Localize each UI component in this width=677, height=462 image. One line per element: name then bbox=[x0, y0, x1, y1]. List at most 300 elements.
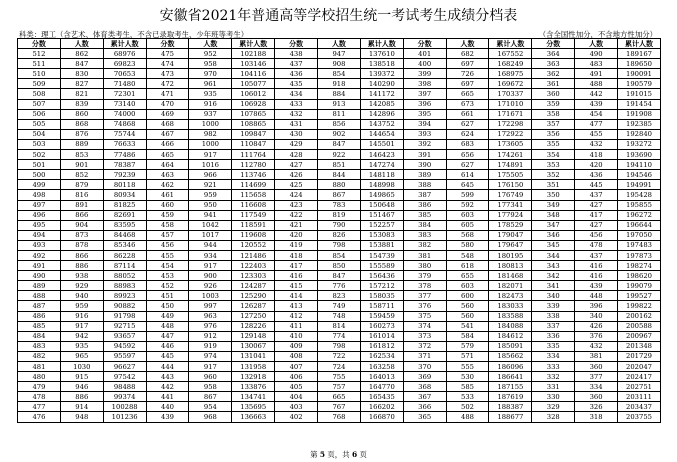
table-cell: 917 bbox=[189, 261, 232, 271]
table-cell: 437 bbox=[575, 190, 618, 200]
table-row bbox=[18, 79, 661, 89]
table-cell: 328 bbox=[532, 412, 575, 422]
table-cell: 376 bbox=[575, 331, 618, 341]
table-cell: 389 bbox=[403, 170, 446, 180]
table-cell: 176749 bbox=[489, 190, 532, 200]
page-title: 安徽省2021年普通高等学校招生统一考试考生成绩分档表 bbox=[159, 8, 518, 24]
table-cell: 941 bbox=[189, 210, 232, 220]
table-cell: 917 bbox=[189, 150, 232, 160]
table-cell: 402 bbox=[275, 412, 318, 422]
table-cell: 488 bbox=[446, 412, 489, 422]
table-cell: 333 bbox=[532, 362, 575, 372]
table-cell: 471 bbox=[146, 89, 189, 99]
table-cell: 169672 bbox=[489, 79, 532, 89]
table-cell: 886 bbox=[60, 261, 103, 271]
table-cell: 433 bbox=[275, 99, 318, 109]
table-cell: 381 bbox=[403, 250, 446, 260]
table-cell: 390 bbox=[403, 160, 446, 170]
table-cell: 627 bbox=[446, 119, 489, 129]
column-header: 分数 bbox=[18, 39, 61, 49]
table-cell: 460 bbox=[146, 200, 189, 210]
table-cell: 783 bbox=[318, 200, 361, 210]
table-cell: 396 bbox=[403, 99, 446, 109]
table-cell: 143752 bbox=[360, 119, 403, 129]
table-cell: 387 bbox=[403, 190, 446, 200]
table-cell: 130067 bbox=[232, 341, 275, 351]
table-cell: 501 bbox=[18, 160, 61, 170]
table-cell: 80934 bbox=[103, 190, 146, 200]
column-header: 分数 bbox=[532, 39, 575, 49]
table-cell: 420 bbox=[575, 160, 618, 170]
table-cell: 133876 bbox=[232, 382, 275, 392]
table-cell: 959 bbox=[189, 190, 232, 200]
table-cell: 146423 bbox=[360, 150, 403, 160]
table-cell: 110847 bbox=[232, 139, 275, 149]
table-cell: 371 bbox=[403, 351, 446, 361]
table-cell: 136663 bbox=[232, 412, 275, 422]
table-cell: 360 bbox=[575, 392, 618, 402]
table-cell: 386 bbox=[403, 200, 446, 210]
table-cell: 202047 bbox=[618, 362, 661, 372]
table-cell: 161014 bbox=[360, 331, 403, 341]
table-cell: 362 bbox=[532, 69, 575, 79]
table-cell: 819 bbox=[318, 210, 361, 220]
table-cell: 748 bbox=[318, 311, 361, 321]
table-cell: 399 bbox=[403, 69, 446, 79]
table-cell: 161812 bbox=[360, 341, 403, 351]
table-cell: 798 bbox=[318, 240, 361, 250]
table-cell: 377 bbox=[403, 291, 446, 301]
table-cell: 203437 bbox=[618, 402, 661, 412]
table-cell: 490 bbox=[18, 271, 61, 281]
table-cell: 442 bbox=[146, 382, 189, 392]
table-cell: 403 bbox=[275, 402, 318, 412]
table-cell: 873 bbox=[60, 230, 103, 240]
table-cell: 439 bbox=[146, 412, 189, 422]
table-cell: 186096 bbox=[489, 362, 532, 372]
table-cell: 425 bbox=[275, 180, 318, 190]
table-cell: 451 bbox=[146, 291, 189, 301]
table-cell: 878 bbox=[60, 240, 103, 250]
table-cell: 115658 bbox=[232, 190, 275, 200]
table-cell: 171671 bbox=[489, 109, 532, 119]
table-cell: 200588 bbox=[618, 321, 661, 331]
table-cell: 326 bbox=[575, 402, 618, 412]
table-cell: 142896 bbox=[360, 109, 403, 119]
table-cell: 958 bbox=[189, 59, 232, 69]
table-cell: 378 bbox=[403, 281, 446, 291]
table-cell: 816 bbox=[60, 190, 103, 200]
table-cell: 533 bbox=[446, 392, 489, 402]
table-cell: 176150 bbox=[489, 180, 532, 190]
table-cell: 886 bbox=[60, 392, 103, 402]
table-cell: 603 bbox=[446, 210, 489, 220]
table-cell: 81825 bbox=[103, 200, 146, 210]
table-cell: 410 bbox=[275, 331, 318, 341]
table-cell: 346 bbox=[532, 230, 575, 240]
table-cell: 187619 bbox=[489, 392, 532, 402]
table-cell: 151467 bbox=[360, 210, 403, 220]
table-cell: 129148 bbox=[232, 331, 275, 341]
table-cell: 879 bbox=[60, 180, 103, 190]
table-cell: 165435 bbox=[360, 392, 403, 402]
table-cell: 448 bbox=[146, 321, 189, 331]
table-cell: 541 bbox=[446, 321, 489, 331]
table-cell: 555 bbox=[446, 362, 489, 372]
table-cell: 963 bbox=[189, 311, 232, 321]
table-cell: 454 bbox=[146, 261, 189, 271]
table-cell: 483 bbox=[575, 59, 618, 69]
table-cell: 412 bbox=[275, 311, 318, 321]
table-cell: 935 bbox=[60, 341, 103, 351]
table-cell: 187155 bbox=[489, 382, 532, 392]
table-cell: 441 bbox=[146, 392, 189, 402]
table-cell: 372 bbox=[403, 341, 446, 351]
table-cell: 197483 bbox=[618, 240, 661, 250]
table-cell: 141172 bbox=[360, 89, 403, 99]
table-cell: 160273 bbox=[360, 321, 403, 331]
table-header bbox=[18, 39, 661, 49]
table-cell: 197050 bbox=[618, 230, 661, 240]
table-cell: 112780 bbox=[232, 160, 275, 170]
table-cell: 488 bbox=[18, 291, 61, 301]
table-cell: 468 bbox=[146, 119, 189, 129]
table-cell: 420 bbox=[275, 230, 318, 240]
table-cell: 350 bbox=[532, 190, 575, 200]
table-cell: 336 bbox=[532, 331, 575, 341]
table-cell: 656 bbox=[446, 150, 489, 160]
table-cell: 318 bbox=[575, 412, 618, 422]
table-cell: 106928 bbox=[232, 99, 275, 109]
table-row bbox=[18, 321, 661, 331]
column-header: 人数 bbox=[60, 39, 103, 49]
table-cell: 405 bbox=[275, 382, 318, 392]
table-cell: 116608 bbox=[232, 200, 275, 210]
table-cell: 77486 bbox=[103, 150, 146, 160]
table-cell: 194546 bbox=[618, 170, 661, 180]
table-cell: 126287 bbox=[232, 301, 275, 311]
table-cell: 118591 bbox=[232, 220, 275, 230]
table-cell: 1003 bbox=[189, 291, 232, 301]
table-cell: 959 bbox=[60, 301, 103, 311]
table-cell: 503 bbox=[18, 139, 61, 149]
table-cell: 380 bbox=[403, 261, 446, 271]
table-row bbox=[18, 69, 661, 79]
table-cell: 474 bbox=[146, 59, 189, 69]
table-cell: 198274 bbox=[618, 261, 661, 271]
table-cell: 95597 bbox=[103, 351, 146, 361]
column-header: 累计人数 bbox=[360, 39, 403, 49]
table-cell: 430 bbox=[275, 129, 318, 139]
table-cell: 571 bbox=[446, 351, 489, 361]
table-cell: 80118 bbox=[103, 180, 146, 190]
table-cell: 458 bbox=[146, 220, 189, 230]
table-cell: 478 bbox=[18, 392, 61, 402]
table-cell: 947 bbox=[318, 49, 361, 59]
table-cell: 172298 bbox=[489, 119, 532, 129]
table-cell: 916 bbox=[60, 311, 103, 321]
table-cell: 768 bbox=[318, 412, 361, 422]
table-cell: 847 bbox=[318, 139, 361, 149]
table-row bbox=[18, 170, 661, 180]
table-cell: 156436 bbox=[360, 271, 403, 281]
table-cell: 71480 bbox=[103, 79, 146, 89]
table-cell: 475 bbox=[146, 49, 189, 59]
table-cell: 466 bbox=[146, 139, 189, 149]
table-cell: 167552 bbox=[489, 49, 532, 59]
table-cell: 790 bbox=[318, 220, 361, 230]
table-cell: 485 bbox=[18, 321, 61, 331]
table-cell: 142085 bbox=[360, 99, 403, 109]
table-cell: 509 bbox=[18, 79, 61, 89]
table-cell: 417 bbox=[275, 261, 318, 271]
table-cell: 860 bbox=[60, 109, 103, 119]
table-cell: 901 bbox=[60, 160, 103, 170]
table-cell: 96627 bbox=[103, 362, 146, 372]
table-cell: 401 bbox=[403, 49, 446, 59]
table-cell: 917 bbox=[189, 362, 232, 372]
table-cell: 74868 bbox=[103, 119, 146, 129]
table-cell: 178529 bbox=[489, 220, 532, 230]
table-cell: 683 bbox=[446, 139, 489, 149]
table-cell: 149865 bbox=[360, 190, 403, 200]
table-cell: 431 bbox=[275, 119, 318, 129]
table-cell: 853 bbox=[60, 150, 103, 160]
score-distribution-table bbox=[17, 38, 661, 423]
table-cell: 917 bbox=[60, 321, 103, 331]
table-cell: 364 bbox=[532, 49, 575, 59]
table-cell: 464 bbox=[146, 160, 189, 170]
table-cell: 73140 bbox=[103, 99, 146, 109]
table-cell: 120552 bbox=[232, 240, 275, 250]
total-page-number: 6 bbox=[351, 450, 358, 459]
table-cell: 105077 bbox=[232, 79, 275, 89]
table-cell: 502 bbox=[18, 150, 61, 160]
table-cell: 127250 bbox=[232, 311, 275, 321]
table-cell: 201729 bbox=[618, 351, 661, 361]
table-cell: 132918 bbox=[232, 372, 275, 382]
table-row bbox=[18, 271, 661, 281]
table-cell: 148118 bbox=[360, 170, 403, 180]
table-cell: 935 bbox=[189, 89, 232, 99]
table-cell: 172922 bbox=[489, 129, 532, 139]
table-cell: 83595 bbox=[103, 220, 146, 230]
table-cell: 329 bbox=[532, 402, 575, 412]
table-cell: 490 bbox=[575, 49, 618, 59]
table-cell: 194110 bbox=[618, 160, 661, 170]
table-cell: 183033 bbox=[489, 301, 532, 311]
table-cell: 508 bbox=[18, 89, 61, 99]
table-cell: 455 bbox=[575, 129, 618, 139]
table-cell: 335 bbox=[532, 341, 575, 351]
table-cell: 618 bbox=[446, 261, 489, 271]
table-row bbox=[18, 372, 661, 382]
table-cell: 90882 bbox=[103, 301, 146, 311]
table-cell: 203755 bbox=[618, 412, 661, 422]
table-cell: 912 bbox=[189, 331, 232, 341]
table-cell: 491 bbox=[575, 69, 618, 79]
table-cell: 341 bbox=[532, 281, 575, 291]
table-cell: 377 bbox=[575, 372, 618, 382]
table-cell: 440 bbox=[146, 402, 189, 412]
table-cell: 185662 bbox=[489, 351, 532, 361]
table-cell: 175505 bbox=[489, 170, 532, 180]
table-cell: 876 bbox=[60, 129, 103, 139]
table-row bbox=[18, 311, 661, 321]
table-row bbox=[18, 281, 661, 291]
table-cell: 850 bbox=[318, 261, 361, 271]
category-note: 科类：理工（含艺术、体育类考生，不含已录取考生、少年班等考生） bbox=[19, 30, 249, 39]
table-cell: 393 bbox=[403, 129, 446, 139]
table-row bbox=[18, 382, 661, 392]
table-cell: 203111 bbox=[618, 392, 661, 402]
table-cell: 427 bbox=[275, 160, 318, 170]
table-cell: 128226 bbox=[232, 321, 275, 331]
table-cell: 442 bbox=[575, 89, 618, 99]
table-cell: 422 bbox=[275, 210, 318, 220]
table-cell: 682 bbox=[446, 49, 489, 59]
table-cell: 79239 bbox=[103, 170, 146, 180]
table-cell: 481 bbox=[18, 362, 61, 372]
table-cell: 88983 bbox=[103, 281, 146, 291]
table-cell: 427 bbox=[575, 200, 618, 210]
table-cell: 180195 bbox=[489, 250, 532, 260]
table-cell: 496 bbox=[18, 210, 61, 220]
table-cell: 166202 bbox=[360, 402, 403, 412]
table-cell: 182071 bbox=[489, 281, 532, 291]
table-cell: 844 bbox=[318, 170, 361, 180]
table-cell: 391 bbox=[403, 150, 446, 160]
table-cell: 950 bbox=[189, 200, 232, 210]
table-cell: 417 bbox=[575, 210, 618, 220]
table-cell: 614 bbox=[446, 170, 489, 180]
table-cell: 93657 bbox=[103, 331, 146, 341]
table-cell: 153083 bbox=[360, 230, 403, 240]
table-cell: 884 bbox=[318, 89, 361, 99]
table-cell: 124287 bbox=[232, 281, 275, 291]
table-cell: 104116 bbox=[232, 69, 275, 79]
table-cell: 98488 bbox=[103, 382, 146, 392]
footer-suffix: 页 bbox=[357, 450, 367, 459]
column-header: 累计人数 bbox=[232, 39, 275, 49]
table-cell: 384 bbox=[403, 220, 446, 230]
table-cell: 665 bbox=[318, 392, 361, 402]
table-cell: 139372 bbox=[360, 69, 403, 79]
table-cell: 137610 bbox=[360, 49, 403, 59]
table-cell: 435 bbox=[275, 79, 318, 89]
table-cell: 159459 bbox=[360, 311, 403, 321]
table-cell: 900 bbox=[189, 271, 232, 281]
table-cell: 370 bbox=[403, 362, 446, 372]
table-cell: 168249 bbox=[489, 59, 532, 69]
table-cell: 467 bbox=[146, 129, 189, 139]
table-row bbox=[18, 362, 661, 372]
table-cell: 92715 bbox=[103, 321, 146, 331]
table-cell: 154739 bbox=[360, 250, 403, 260]
column-header: 人数 bbox=[189, 39, 232, 49]
table-cell: 437 bbox=[275, 59, 318, 69]
table-row bbox=[18, 150, 661, 160]
table-cell: 868 bbox=[60, 119, 103, 129]
table-cell: 749 bbox=[318, 301, 361, 311]
table-cell: 416 bbox=[575, 271, 618, 281]
table-cell: 548 bbox=[446, 250, 489, 260]
table-cell: 119608 bbox=[232, 230, 275, 240]
table-cell: 510 bbox=[18, 69, 61, 79]
table-cell: 190579 bbox=[618, 79, 661, 89]
table-row bbox=[18, 261, 661, 271]
table-cell: 182473 bbox=[489, 291, 532, 301]
table-cell: 153881 bbox=[360, 240, 403, 250]
table-cell: 191908 bbox=[618, 109, 661, 119]
table-cell: 363 bbox=[532, 59, 575, 69]
table-cell: 361 bbox=[532, 79, 575, 89]
table-cell: 414 bbox=[275, 291, 318, 301]
table-cell: 144654 bbox=[360, 129, 403, 139]
table-cell: 724 bbox=[318, 362, 361, 372]
table-row bbox=[18, 59, 661, 69]
column-header: 累计人数 bbox=[618, 39, 661, 49]
column-header: 人数 bbox=[575, 39, 618, 49]
table-row bbox=[18, 119, 661, 129]
table-cell: 338 bbox=[532, 311, 575, 321]
table-cell: 367 bbox=[403, 392, 446, 402]
table-cell: 122403 bbox=[232, 261, 275, 271]
table-cell: 375 bbox=[403, 311, 446, 321]
table-cell: 157212 bbox=[360, 281, 403, 291]
table-cell: 579 bbox=[446, 341, 489, 351]
table-cell: 665 bbox=[446, 89, 489, 99]
column-header: 分数 bbox=[146, 39, 189, 49]
table-cell: 499 bbox=[18, 180, 61, 190]
table-cell: 131958 bbox=[232, 362, 275, 372]
table-cell: 502 bbox=[446, 402, 489, 412]
table-cell: 494 bbox=[18, 230, 61, 240]
table-cell: 814 bbox=[318, 321, 361, 331]
table-cell: 337 bbox=[532, 321, 575, 331]
table-cell: 585 bbox=[446, 382, 489, 392]
table-cell: 344 bbox=[532, 250, 575, 260]
table-cell: 331 bbox=[532, 382, 575, 392]
table-cell: 966 bbox=[189, 170, 232, 180]
table-cell: 491 bbox=[18, 261, 61, 271]
table-cell: 411 bbox=[275, 321, 318, 331]
column-header: 人数 bbox=[318, 39, 361, 49]
table-cell: 202417 bbox=[618, 372, 661, 382]
table-cell: 383 bbox=[403, 230, 446, 240]
table-cell: 603 bbox=[446, 281, 489, 291]
table-cell: 511 bbox=[18, 59, 61, 69]
table-cell: 334 bbox=[575, 382, 618, 392]
table-cell: 954 bbox=[189, 402, 232, 412]
table-row bbox=[18, 139, 661, 149]
table-cell: 177924 bbox=[489, 210, 532, 220]
table-cell: 866 bbox=[60, 210, 103, 220]
table-cell: 382 bbox=[403, 240, 446, 250]
table-cell: 488 bbox=[575, 79, 618, 89]
table-cell: 432 bbox=[575, 139, 618, 149]
table-row bbox=[18, 129, 661, 139]
table-cell: 500 bbox=[18, 170, 61, 180]
table-cell: 847 bbox=[60, 59, 103, 69]
table-cell: 453 bbox=[146, 271, 189, 281]
table-cell: 498 bbox=[18, 190, 61, 200]
table-cell: 355 bbox=[532, 139, 575, 149]
table-cell: 168975 bbox=[489, 69, 532, 79]
table-cell: 1016 bbox=[189, 160, 232, 170]
table-cell: 452 bbox=[146, 281, 189, 291]
table-cell: 70653 bbox=[103, 69, 146, 79]
